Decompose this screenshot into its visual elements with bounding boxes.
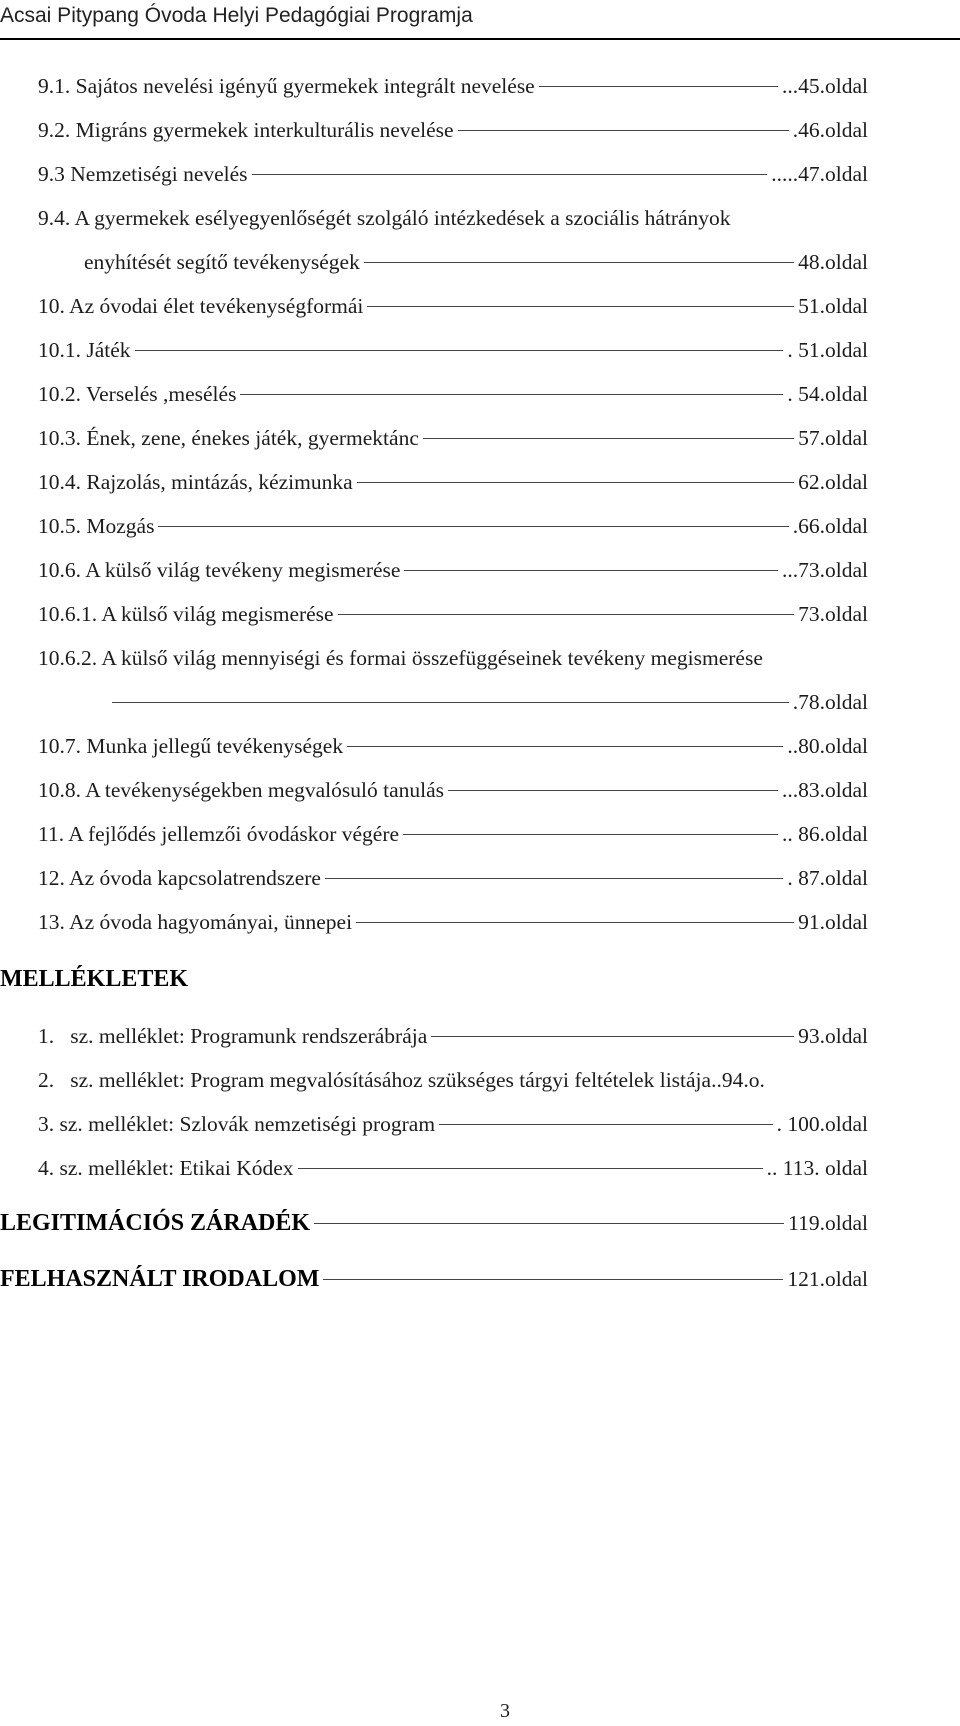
toc-entry[interactable]	[38, 338, 868, 363]
leader-line	[112, 702, 789, 703]
toc-entry[interactable]	[38, 558, 868, 583]
appendix-entry-page: . 100.oldal	[776, 1112, 868, 1136]
toc-entry[interactable]	[38, 602, 868, 627]
toc-entry-text: 10. Az óvodai élet tevékenységformái	[38, 294, 364, 318]
toc-entry[interactable]	[38, 426, 868, 451]
section-page: 121.oldal	[787, 1267, 868, 1291]
leader-line	[364, 262, 794, 263]
leader-line	[252, 174, 768, 175]
leader-line	[323, 1279, 783, 1280]
toc-entry-text: 9.1. Sajátos nevelési igényű gyermekek integrált nevelése	[38, 74, 535, 98]
leader-line	[347, 746, 783, 747]
toc-entry-page: .46.oldal	[792, 118, 868, 142]
toc-entry-text: 10.3. Ének, zene, énekes játék, gyermektánc	[38, 426, 419, 450]
leader-line	[158, 526, 788, 527]
leader-line	[367, 306, 794, 307]
toc-entry[interactable]	[38, 734, 868, 759]
toc-entry[interactable]	[38, 206, 731, 231]
appendix-entry-text: 2. sz. melléklet: Program megvalósításához szükséges tárgyi feltételek listája..94.o.	[38, 1068, 765, 1092]
toc-entry[interactable]	[84, 250, 868, 275]
leader-line	[539, 86, 778, 87]
toc-entry[interactable]	[38, 74, 868, 99]
leader-line	[325, 878, 783, 879]
toc-entry[interactable]	[38, 866, 868, 891]
leader-line	[448, 790, 778, 791]
appendix-entry-text: 4. sz. melléklet: Etikai Kódex	[38, 1156, 294, 1180]
toc-entry-text: 10.6. A külső világ tevékeny megismerése	[38, 558, 401, 582]
toc-entry-page: 62.oldal	[798, 470, 868, 494]
toc-entry-text: 10.6.2. A külső világ mennyiségi és formai összefüggéseinek tevékeny megismerése	[38, 646, 763, 670]
toc-entry-text: 10.1. Játék	[38, 338, 131, 362]
section-page: 119.oldal	[788, 1211, 868, 1235]
toc-entry[interactable]	[38, 118, 868, 143]
toc-entry-text: 13. Az óvoda hagyományai, ünnepei	[38, 910, 353, 934]
toc-entry-page: ...83.oldal	[782, 778, 868, 802]
appendix-heading: MELLÉKLETEK	[0, 966, 189, 992]
toc-entry-text: 10.5. Mozgás	[38, 514, 155, 538]
toc-entry[interactable]	[38, 910, 868, 935]
toc-entry-page: . 87.oldal	[787, 866, 868, 890]
appendix-entry[interactable]	[38, 1068, 765, 1093]
toc-entry-page: ...73.oldal	[782, 558, 868, 582]
section-title: FELHASZNÁLT IRODALOM	[0, 1266, 320, 1292]
toc-entry[interactable]	[38, 470, 868, 495]
leader-line	[431, 1036, 794, 1037]
toc-entry-text: 9.3 Nemzetiségi nevelés	[38, 162, 248, 186]
toc-entry-page: . 54.oldal	[787, 382, 868, 406]
section-title: LEGITIMÁCIÓS ZÁRADÉK	[0, 1210, 311, 1236]
leader-line	[357, 482, 794, 483]
toc-entry[interactable]	[38, 822, 868, 847]
leader-line	[314, 1223, 784, 1224]
toc-entry[interactable]	[38, 382, 868, 407]
toc-entry-page: .....47.oldal	[771, 162, 868, 186]
toc-entry-page: . 51.oldal	[787, 338, 868, 362]
toc-entry-page: .. 86.oldal	[782, 822, 868, 846]
toc-entry-text: 12. Az óvoda kapcsolatrendszere	[38, 866, 321, 890]
toc-entry-bold[interactable]	[0, 1266, 868, 1293]
appendix-entry-text: 1. sz. melléklet: Programunk rendszerábrája	[38, 1024, 428, 1048]
appendix-entry[interactable]	[38, 1156, 868, 1181]
toc-entry-text: enyhítését segítő tevékenységek	[84, 250, 360, 274]
appendix-entry[interactable]	[38, 1112, 868, 1137]
toc-entry-page: .78.oldal	[792, 690, 868, 714]
toc-entry-page: ..80.oldal	[787, 734, 868, 758]
toc-entry-text: 11. A fejlődés jellemzői óvodáskor végére	[38, 822, 400, 846]
leader-line	[298, 1168, 763, 1169]
toc-entry[interactable]	[38, 778, 868, 803]
leader-line	[240, 394, 783, 395]
document-header: Acsai Pitypang Óvoda Helyi Pedagógiai Programja	[0, 4, 473, 27]
toc-entry-text: 10.7. Munka jellegű tevékenységek	[38, 734, 344, 758]
appendix-entry-page: .. 113. oldal	[766, 1156, 868, 1180]
appendix-entry[interactable]	[38, 1024, 868, 1049]
toc-entry[interactable]	[38, 646, 763, 671]
toc-entry[interactable]	[38, 294, 868, 319]
toc-entry-text: 9.4. A gyermekek esélyegyenlőségét szolgáló intézkedések a szociális hátrányok	[38, 206, 731, 230]
leader-line	[356, 922, 794, 923]
toc-entry-page: 91.oldal	[798, 910, 868, 934]
appendix-entry-text: 3. sz. melléklet: Szlovák nemzetiségi program	[38, 1112, 436, 1136]
leader-line	[338, 614, 795, 615]
toc-entry-page: ...45.oldal	[782, 74, 868, 98]
leader-line	[439, 1124, 773, 1125]
leader-line	[404, 570, 778, 571]
leader-line	[403, 834, 778, 835]
toc-entry[interactable]	[38, 514, 868, 539]
toc-entry-page: 73.oldal	[798, 602, 868, 626]
toc-entry-text: 10.4. Rajzolás, mintázás, kézimunka	[38, 470, 353, 494]
toc-entry[interactable]	[108, 690, 868, 715]
toc-entry[interactable]	[38, 162, 868, 187]
leader-line	[423, 438, 794, 439]
header-rule	[0, 38, 960, 40]
toc-entry-page: 57.oldal	[798, 426, 868, 450]
leader-line	[135, 350, 784, 351]
page-number: 3	[500, 1700, 510, 1722]
toc-entry-page: 48.oldal	[798, 250, 868, 274]
appendix-entry-page: 93.oldal	[798, 1024, 868, 1048]
toc-entry-bold[interactable]	[0, 1210, 868, 1237]
leader-line	[458, 130, 789, 131]
toc-entry-text: 10.2. Verselés ,mesélés	[38, 382, 237, 406]
toc-entry-page: .66.oldal	[792, 514, 868, 538]
toc-entry-text: 10.8. A tevékenységekben megvalósuló tanulás	[38, 778, 445, 802]
toc-entry-page: 51.oldal	[798, 294, 868, 318]
toc-entry-text: 9.2. Migráns gyermekek interkulturális nevelése	[38, 118, 454, 142]
toc-entry-text: 10.6.1. A külső világ megismerése	[38, 602, 334, 626]
